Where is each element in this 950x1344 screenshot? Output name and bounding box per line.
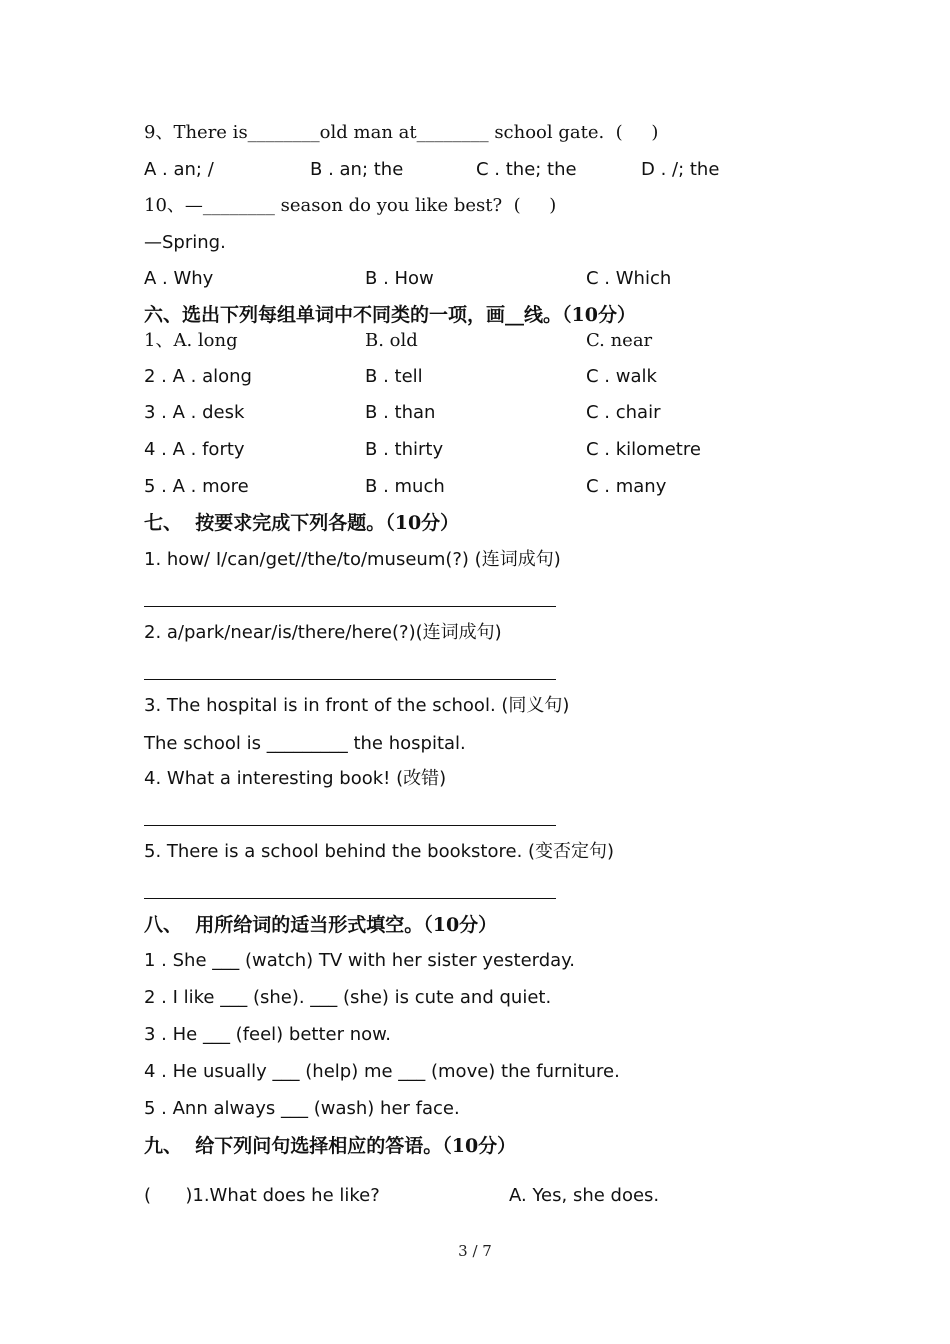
s6-row3-b: B . than bbox=[365, 402, 436, 423]
s7-item3-fill: The school is _________ the hospital. bbox=[144, 733, 466, 754]
s8-item1: 1 . She ___ (watch) TV with her sister yesterday. bbox=[144, 950, 575, 971]
section6-heading: 六、选出下列每组单词中不同类的一项，画__线。（10分） bbox=[144, 304, 636, 326]
s7-item1: 1. how/ I/can/get//the/to/museum(?) (连词成句) bbox=[144, 549, 561, 570]
s6-row4-a: 4 . A . forty bbox=[144, 439, 245, 460]
s6-row3-a: 3 . A . desk bbox=[144, 402, 245, 423]
s6-row1-c: C. near bbox=[586, 330, 653, 351]
section8-heading: 八、 用所给词的适当形式填空。（10分） bbox=[144, 914, 498, 936]
s7-item3: 3. The hospital is in front of the school. (同义句) bbox=[144, 695, 570, 716]
s6-row5-b: B . much bbox=[365, 476, 445, 497]
section7-heading: 七、 按要求完成下列各题。（10分） bbox=[144, 512, 460, 534]
s7-answer-rule-3 bbox=[144, 825, 556, 826]
page-number: 3 / 7 bbox=[458, 1242, 492, 1260]
q10-option-c: C . Which bbox=[586, 268, 672, 289]
s6-row2-b: B . tell bbox=[365, 366, 423, 387]
q9-stem: 9、There is________old man at________ school gate. ( ) bbox=[144, 122, 659, 143]
q9-option-d: D . /; the bbox=[641, 159, 720, 180]
s8-item5: 5 . Ann always ___ (wash) her face. bbox=[144, 1098, 460, 1119]
s8-item3: 3 . He ___ (feel) better now. bbox=[144, 1024, 391, 1045]
s6-row1-a: 1、A. long bbox=[144, 330, 238, 351]
s6-row1-b: B. old bbox=[365, 330, 418, 351]
s6-row4-c: C . kilometre bbox=[586, 439, 701, 460]
q9-option-c: C . the; the bbox=[476, 159, 577, 180]
section9-heading: 九、 给下列问句选择相应的答语。（10分） bbox=[144, 1135, 517, 1157]
q10-option-a: A . Why bbox=[144, 268, 214, 289]
s9-answer-a: A. Yes, she does. bbox=[509, 1185, 660, 1206]
q10-stem: 10、—________ season do you like best? ( ) bbox=[144, 195, 557, 216]
s8-item4: 4 . He usually ___ (help) me ___ (move) the furniture. bbox=[144, 1061, 620, 1082]
q10-answer-line: —Spring. bbox=[144, 232, 226, 253]
s7-item5: 5. There is a school behind the bookstore. (变否定句) bbox=[144, 841, 615, 862]
q9-option-b: B . an; the bbox=[310, 159, 404, 180]
s6-row2-c: C . walk bbox=[586, 366, 657, 387]
s6-row5-c: C . many bbox=[586, 476, 667, 497]
s6-row4-b: B . thirty bbox=[365, 439, 444, 460]
s8-item2: 2 . I like ___ (she). ___ (she) is cute and quiet. bbox=[144, 987, 552, 1008]
s7-answer-rule-1 bbox=[144, 606, 556, 607]
q10-option-b: B . How bbox=[365, 268, 434, 289]
s6-row2-a: 2 . A . along bbox=[144, 366, 252, 387]
s6-row3-c: C . chair bbox=[586, 402, 661, 423]
s9-question1: ( )1.What does he like? bbox=[144, 1185, 380, 1206]
s7-item2: 2. a/park/near/is/there/here(?)(连词成句) bbox=[144, 622, 502, 643]
s7-answer-rule-4 bbox=[144, 898, 556, 899]
q9-option-a: A . an; / bbox=[144, 159, 214, 180]
s7-answer-rule-2 bbox=[144, 679, 556, 680]
s7-item4: 4. What a interesting book! (改错) bbox=[144, 768, 447, 789]
s6-row5-a: 5 . A . more bbox=[144, 476, 249, 497]
